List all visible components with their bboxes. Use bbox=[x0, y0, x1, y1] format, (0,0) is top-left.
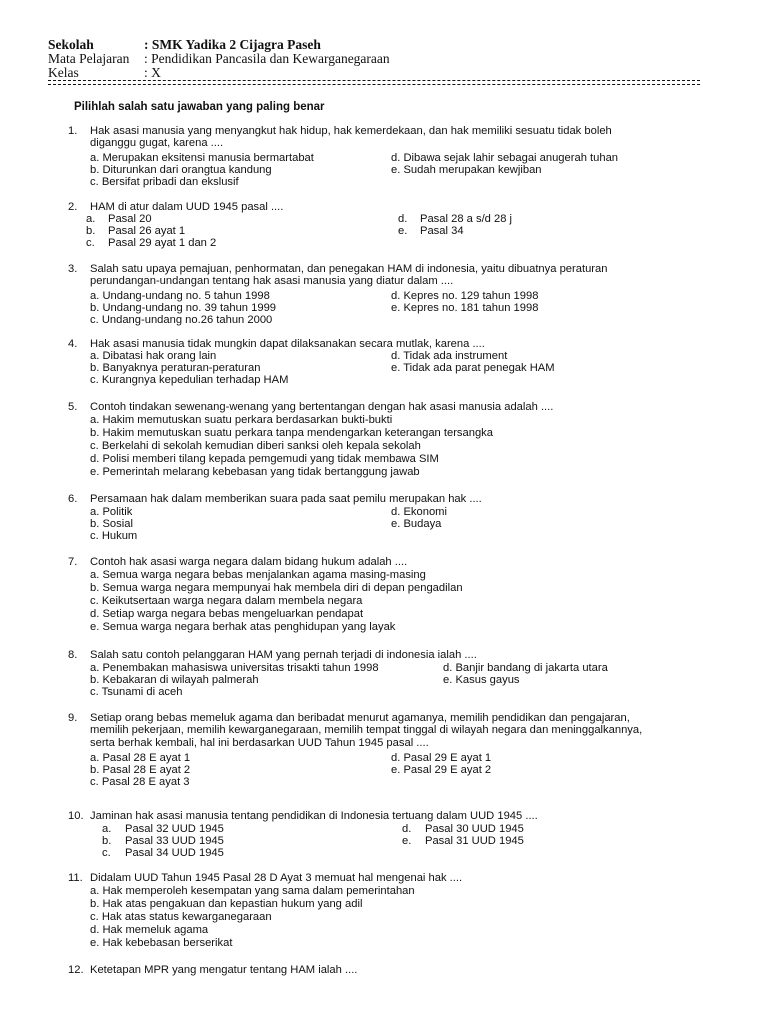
question-line: HAM di atur dalam UUD 1945 pasal .... bbox=[90, 201, 284, 213]
answer-option[interactable] bbox=[90, 530, 137, 542]
answer-option[interactable] bbox=[391, 350, 507, 362]
question-text bbox=[90, 556, 730, 568]
option-text: Pasal 26 ayat 1 bbox=[108, 225, 186, 237]
question-line: Ketetapan MPR yang mengatur tentang HAM ialah .... bbox=[90, 964, 358, 976]
option-text: Kepres no. 129 tahun 1998 bbox=[403, 290, 539, 302]
answer-option[interactable] bbox=[90, 152, 314, 164]
question-line: Hak asasi manusia yang menyangkut hak hidup, hak kemerdekaan, dan hak memiliki sesuatu tidak boleh bbox=[90, 125, 612, 137]
answer-option[interactable] bbox=[398, 225, 464, 237]
answer-option[interactable] bbox=[402, 835, 524, 847]
answer-option[interactable] bbox=[398, 213, 512, 225]
option-letter: e. bbox=[402, 835, 412, 847]
option-letter: a. bbox=[90, 506, 100, 518]
option-letter: e. bbox=[443, 674, 453, 686]
answer-option[interactable] bbox=[86, 213, 152, 225]
option-text: Tidak ada instrument bbox=[403, 350, 508, 362]
option-text: Pasal 34 bbox=[420, 225, 464, 237]
option-letter: c. bbox=[90, 314, 99, 326]
option-letter: c. bbox=[90, 911, 99, 923]
option-letter: a. bbox=[90, 662, 100, 674]
option-text: Kepres no. 181 tahun 1998 bbox=[403, 302, 539, 314]
question-text bbox=[90, 201, 730, 213]
option-letter: a. bbox=[90, 885, 100, 897]
option-letter: e. bbox=[391, 518, 401, 530]
option-letter: d. bbox=[90, 453, 100, 465]
subject-label: Mata Pelajaran bbox=[48, 51, 130, 66]
option-letter: d. bbox=[391, 752, 401, 764]
option-text: Kebakaran di wilayah palmerah bbox=[102, 674, 259, 686]
option-text: Semua warga negara berhak atas penghidupan yang layak bbox=[102, 621, 396, 633]
option-letter: a. bbox=[90, 414, 100, 426]
header-divider bbox=[48, 78, 700, 88]
option-letter: e. bbox=[391, 362, 401, 374]
option-letter: c. bbox=[102, 847, 111, 859]
answer-option[interactable] bbox=[102, 823, 224, 835]
option-text: Pemerintah melarang kebebasan yang tidak bertanggung jawab bbox=[102, 466, 420, 478]
option-letter: c. bbox=[90, 776, 99, 788]
answer-option[interactable] bbox=[90, 752, 190, 764]
answer-option[interactable] bbox=[90, 350, 216, 362]
option-letter: c. bbox=[90, 440, 99, 452]
option-text: Pasal 28 E ayat 3 bbox=[101, 776, 190, 788]
option-letter: a. bbox=[90, 752, 100, 764]
answer-option[interactable] bbox=[90, 686, 182, 698]
answer-option[interactable] bbox=[90, 314, 272, 326]
answer-option[interactable] bbox=[102, 835, 224, 847]
option-letter: a. bbox=[86, 213, 96, 225]
question-text bbox=[90, 401, 730, 413]
option-letter: e. bbox=[391, 764, 401, 776]
question-text bbox=[90, 338, 730, 350]
option-text: Kurangnya kepedulian terhadap HAM bbox=[101, 374, 289, 386]
question-number: 7. bbox=[68, 556, 78, 568]
option-letter: e. bbox=[90, 937, 100, 949]
class-value: : X bbox=[144, 65, 161, 80]
option-text: Bersifat pribadi dan ekslusif bbox=[101, 176, 239, 188]
answer-option[interactable] bbox=[86, 237, 216, 249]
option-letter: b. bbox=[102, 835, 112, 847]
answer-option[interactable] bbox=[90, 764, 190, 776]
option-letter: e. bbox=[90, 621, 100, 633]
question-line: Contoh hak asasi warga negara dalam bidang hukum adalah .... bbox=[90, 556, 408, 568]
option-letter: b. bbox=[90, 164, 100, 176]
answer-option[interactable] bbox=[443, 674, 520, 686]
question-number: 11. bbox=[68, 872, 83, 884]
option-text: Tsunami di aceh bbox=[101, 686, 183, 698]
answer-option[interactable] bbox=[391, 752, 491, 764]
question-line: Hak asasi manusia tidak mungkin dapat dilaksanakan secara mutlak, karena .... bbox=[90, 338, 485, 350]
option-text: Pasal 33 UUD 1945 bbox=[125, 835, 224, 847]
question-number: 1. bbox=[68, 125, 78, 137]
option-text: Penembakan mahasiswa universitas trisakti tahun 1998 bbox=[102, 662, 379, 674]
option-text: Pasal 29 E ayat 2 bbox=[403, 764, 492, 776]
option-text: Kasus gayus bbox=[455, 674, 520, 686]
answer-option[interactable] bbox=[90, 569, 426, 581]
question-text bbox=[90, 649, 730, 661]
option-text: Semua warga negara mempunyai hak membela diri di depan pengadilan bbox=[102, 582, 463, 594]
answer-option[interactable] bbox=[90, 937, 232, 949]
option-letter: e. bbox=[391, 302, 401, 314]
option-letter: b. bbox=[90, 764, 100, 776]
answer-option[interactable] bbox=[102, 847, 224, 859]
option-letter: c. bbox=[90, 374, 99, 386]
answer-option[interactable] bbox=[90, 911, 272, 923]
answer-option[interactable] bbox=[391, 152, 618, 164]
answer-option[interactable] bbox=[90, 506, 132, 518]
question-line: Setiap orang bebas memeluk agama dan beribadat menurut agamanya, memilih pendidikan dan pengajaran, bbox=[90, 712, 630, 724]
answer-option[interactable] bbox=[90, 621, 395, 633]
question-text bbox=[90, 493, 730, 505]
answer-option[interactable] bbox=[90, 302, 276, 314]
option-text: Berkelahi di sekolah kemudian diberi sanksi oleh kepala sekolah bbox=[101, 440, 421, 452]
option-letter: d. bbox=[90, 924, 100, 936]
option-letter: b. bbox=[90, 302, 100, 314]
question-line: memilih pekerjaan, memilih kewarganegaraan, memilih tempat tinggal di wilayah negara dan meninggalkannya, bbox=[90, 724, 643, 737]
option-text: Ekonomi bbox=[403, 506, 447, 518]
answer-option[interactable] bbox=[391, 764, 491, 776]
question-number: 9. bbox=[68, 712, 78, 724]
option-letter: e. bbox=[398, 225, 408, 237]
option-text: Undang-undang no. 39 tahun 1999 bbox=[102, 302, 277, 314]
option-text: Hukum bbox=[101, 530, 138, 542]
option-letter: b. bbox=[90, 518, 100, 530]
answer-option[interactable] bbox=[90, 582, 463, 594]
option-letter: a. bbox=[90, 350, 100, 362]
answer-option[interactable] bbox=[90, 595, 362, 607]
option-text: Sosial bbox=[102, 518, 133, 530]
school-value: : SMK Yadika 2 Cijagra Paseh bbox=[144, 37, 321, 52]
option-text: Merupakan eksitensi manusia bermartabat bbox=[102, 152, 314, 164]
option-text: Pasal 31 UUD 1945 bbox=[425, 835, 524, 847]
option-text: Dibatasi hak orang lain bbox=[102, 350, 217, 362]
answer-option[interactable] bbox=[90, 608, 363, 620]
option-text: Pasal 28 a s/d 28 j bbox=[420, 213, 513, 225]
option-letter: a. bbox=[90, 290, 100, 302]
answer-option[interactable] bbox=[90, 374, 288, 386]
option-text: Politik bbox=[102, 506, 133, 518]
question-text bbox=[90, 263, 730, 288]
option-letter: a. bbox=[102, 823, 112, 835]
answer-option[interactable] bbox=[90, 662, 379, 674]
option-letter: c. bbox=[86, 237, 95, 249]
answer-option[interactable] bbox=[90, 898, 362, 910]
option-letter: b. bbox=[90, 582, 100, 594]
option-letter: d. bbox=[402, 823, 412, 835]
option-letter: b. bbox=[90, 898, 100, 910]
question-line: serta berhak kembali, hal ini berdasarkan UUD Tahun 1945 pasal .... bbox=[90, 736, 429, 749]
answer-option[interactable] bbox=[86, 225, 185, 237]
question-line: perundangan-undangan tentang hak asasi manusia yang diatur dalam .... bbox=[90, 275, 454, 288]
answer-option[interactable] bbox=[90, 453, 439, 465]
answer-option[interactable] bbox=[391, 302, 538, 314]
question-line: Jaminan hak asasi manusia tentang pendidikan di Indonesia tertuang dalam UUD 1945 .... bbox=[90, 810, 538, 822]
question-text bbox=[90, 125, 730, 150]
answer-option[interactable] bbox=[443, 662, 608, 674]
option-letter: a. bbox=[90, 152, 100, 164]
option-letter: d. bbox=[391, 152, 401, 164]
answer-option[interactable] bbox=[402, 823, 524, 835]
option-letter: c. bbox=[90, 595, 99, 607]
question-number: 4. bbox=[68, 338, 78, 350]
question-number: 10. bbox=[68, 810, 84, 822]
option-letter: e. bbox=[90, 466, 100, 478]
answer-option[interactable] bbox=[90, 674, 259, 686]
option-letter: d. bbox=[443, 662, 453, 674]
option-text: Banyaknya peraturan-peraturan bbox=[102, 362, 261, 374]
answer-option[interactable] bbox=[391, 290, 538, 302]
answer-option[interactable] bbox=[90, 176, 239, 188]
answer-option[interactable] bbox=[391, 164, 542, 176]
question-number: 8. bbox=[68, 649, 78, 661]
question-number: 6. bbox=[68, 493, 78, 505]
option-letter: c. bbox=[90, 176, 99, 188]
question-line: Didalam UUD Tahun 1945 Pasal 28 D Ayat 3 memuat hal mengenai hak .... bbox=[90, 872, 463, 884]
option-text: Keikutsertaan warga negara dalam membela negara bbox=[101, 595, 363, 607]
option-text: Tidak ada parat penegak HAM bbox=[403, 362, 555, 374]
answer-option[interactable] bbox=[391, 506, 447, 518]
option-text: Hakim memutuskan suatu perkara tanpa mendengarkan keterangan tersangka bbox=[102, 427, 493, 439]
option-text: Hak kebebasan berserikat bbox=[102, 937, 233, 949]
option-text: Setiap warga negara bebas mengeluarkan pendapat bbox=[102, 608, 364, 620]
option-letter: b. bbox=[86, 225, 96, 237]
answer-option[interactable] bbox=[90, 518, 133, 530]
answer-option[interactable] bbox=[90, 440, 421, 452]
option-text: Semua warga negara bebas menjalankan agama masing-masing bbox=[102, 569, 426, 581]
school-label: Sekolah bbox=[48, 37, 94, 52]
option-text: Pasal 28 E ayat 2 bbox=[102, 764, 191, 776]
question-line: Salah satu contoh pelanggaran HAM yang pernah terjadi di indonesia ialah .... bbox=[90, 649, 477, 661]
option-text: Diturunkan dari orangtua kandung bbox=[102, 164, 272, 176]
answer-option[interactable] bbox=[90, 290, 270, 302]
option-letter: a. bbox=[90, 569, 100, 581]
class-label: Kelas bbox=[48, 65, 79, 80]
option-letter: d. bbox=[398, 213, 408, 225]
option-letter: b. bbox=[90, 674, 100, 686]
answer-option[interactable] bbox=[391, 518, 441, 530]
option-letter: b. bbox=[90, 362, 100, 374]
option-letter: d. bbox=[90, 608, 100, 620]
answer-option[interactable] bbox=[90, 427, 493, 439]
option-letter: b. bbox=[90, 427, 100, 439]
option-letter: d. bbox=[391, 350, 401, 362]
option-text: Banjir bandang di jakarta utara bbox=[455, 662, 608, 674]
question-text bbox=[90, 810, 730, 822]
option-text: Hak memperoleh kesempatan yang sama dalam pemerintahan bbox=[102, 885, 415, 897]
question-line: diganggu gugat, karena .... bbox=[90, 137, 224, 150]
answer-option[interactable] bbox=[90, 885, 415, 897]
option-text: Hak atas pengakuan dan kepastian hukum yang adil bbox=[102, 898, 363, 910]
option-text: Sudah merupakan kewjiban bbox=[403, 164, 542, 176]
option-text: Undang-undang no.26 tahun 2000 bbox=[101, 314, 273, 326]
subject-value: : Pendidikan Pancasila dan Kewarganegaraan bbox=[144, 51, 390, 66]
option-text: Pasal 28 E ayat 1 bbox=[102, 752, 191, 764]
question-text bbox=[90, 964, 730, 976]
question-number: 3. bbox=[68, 263, 78, 275]
question-line: Persamaan hak dalam memberikan suara pada saat pemilu merupakan hak .... bbox=[90, 493, 482, 505]
question-text bbox=[90, 872, 730, 884]
question-line: Salah satu upaya pemajuan, penhormatan, dan penegakan HAM di indonesia, yaitu dibuatnya peraturan bbox=[90, 263, 608, 275]
option-text: Pasal 20 bbox=[108, 213, 152, 225]
question-text bbox=[90, 712, 730, 749]
question-number: 2. bbox=[68, 201, 78, 213]
question-number: 12. bbox=[68, 964, 84, 976]
option-text: Pasal 30 UUD 1945 bbox=[425, 823, 524, 835]
option-letter: e. bbox=[391, 164, 401, 176]
answer-option[interactable] bbox=[90, 924, 208, 936]
option-text: Budaya bbox=[403, 518, 442, 530]
answer-option[interactable] bbox=[90, 466, 420, 478]
option-text: Hakim memutuskan suatu perkara berdasarkan bukti-bukti bbox=[102, 414, 393, 426]
question-number: 5. bbox=[68, 401, 78, 413]
answer-option[interactable] bbox=[90, 776, 190, 788]
answer-option[interactable] bbox=[391, 362, 555, 374]
option-text: Pasal 34 UUD 1945 bbox=[125, 847, 224, 859]
option-letter: c. bbox=[90, 686, 99, 698]
option-letter: d. bbox=[391, 290, 401, 302]
option-text: Pasal 29 E ayat 1 bbox=[403, 752, 492, 764]
option-text: Pasal 29 ayat 1 dan 2 bbox=[108, 237, 217, 249]
option-letter: c. bbox=[90, 530, 99, 542]
answer-option[interactable] bbox=[90, 362, 260, 374]
instruction: Pilihlah salah satu jawaban yang paling benar bbox=[74, 101, 325, 113]
option-text: Dibawa sejak lahir sebagai anugerah tuhan bbox=[403, 152, 619, 164]
question-line: Contoh tindakan sewenang-wenang yang bertentangan dengan hak asasi manusia adalah .... bbox=[90, 401, 554, 413]
option-letter: d. bbox=[391, 506, 401, 518]
answer-option[interactable] bbox=[90, 164, 272, 176]
option-text: Hak memeluk agama bbox=[102, 924, 209, 936]
option-text: Undang-undang no. 5 tahun 1998 bbox=[102, 290, 270, 302]
option-text: Polisi memberi tilang kepada pemgemudi yang tidak membawa SIM bbox=[102, 453, 439, 465]
answer-option[interactable] bbox=[90, 414, 392, 426]
option-text: Pasal 32 UUD 1945 bbox=[125, 823, 224, 835]
option-text: Hak atas status kewarganegaraan bbox=[101, 911, 272, 923]
